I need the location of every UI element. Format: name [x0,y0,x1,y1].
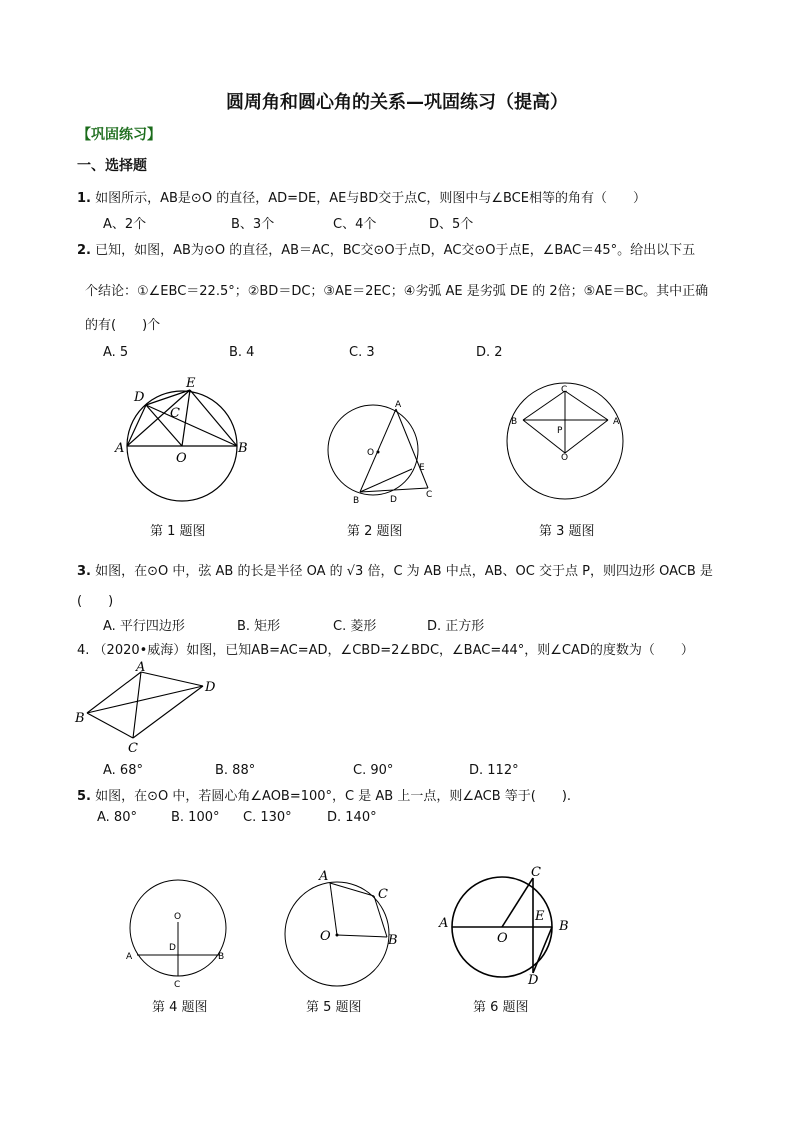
fig1-label-o: O [176,451,187,466]
question-3 [77,560,713,579]
q4-option-b: B. 88° [215,763,256,778]
fig5-label-a: A [319,869,329,884]
q1-option-d: D、5个 [429,217,474,232]
fig4-label-c: C [174,980,181,990]
question-3-line2: ( ) [77,594,114,609]
q2-option-a: A. 5 [103,345,129,360]
fig4-label-a: A [126,952,133,962]
caption-fig4: 第 4 题图 [152,1000,208,1015]
fig2-label-b: B [353,496,360,506]
q1-option-c: C、4个 [333,217,377,232]
fig3-label-o: O [561,453,569,463]
fig6-label-e: E [535,909,545,924]
q4-label-b: B [75,711,85,726]
q1-option-b: B、3个 [231,217,275,232]
fig2-label-d: D [390,495,397,505]
fig6-label-o: O [497,931,508,946]
q2-option-b: B. 4 [229,345,255,360]
caption-fig6: 第 6 题图 [473,1000,529,1015]
fig1-label-b: B [238,441,248,456]
caption-fig1: 第 1 题图 [150,524,206,539]
question-1 [77,187,646,206]
question-text: （2020•威海）如图，已知AB=AC=AD，∠CBD=2∠BDC，∠BAC=44°，则∠CAD的度数为（ ） [93,643,694,658]
q1-option-a: A、2个 [103,217,147,232]
caption-fig2: 第 2 题图 [347,524,403,539]
figure-3 [505,378,630,503]
section-heading: 一、选择题 [77,158,147,174]
fig1-label-d: D [134,390,145,405]
figure-4 [120,875,240,990]
fig4-label-d: D [169,943,176,953]
q3-option-a: A. 平行四边形 [103,619,185,634]
q4-option-a: A. 68° [103,763,143,778]
q2-option-d: D. 2 [476,345,503,360]
section-label: 【巩固练习】 [77,127,161,143]
question-text-line1: 已知，如图，AB为⊙O 的直径，AB＝AC，BC交⊙O于点D，AC交⊙O于点E，∠BAC＝45°。给出以下五 [95,243,696,258]
question-number: 5. [77,789,91,804]
question-4 [77,639,694,658]
q3-option-c: C. 菱形 [333,619,377,634]
question-text: 如图所示，AB是⊙O 的直径，AD=DE，AE与BD交于点C，则图中与∠BCE相等的角有（ ） [95,191,646,206]
figure-6 [436,862,576,990]
question-number: 4. [77,643,90,658]
q5-option-c: C. 130° [243,810,292,825]
figure-1 [110,372,270,502]
fig2-label-e: E [419,463,425,473]
fig4-label-o: O [174,912,182,922]
figure-2 [320,395,445,510]
question-2-line3: 的有( )个 [85,318,161,333]
q4-label-a: A [136,660,146,675]
q3-option-b: B. 矩形 [237,619,281,634]
fig2-label-o: O [367,448,375,458]
fig3-label-c: C [561,385,568,395]
fig5-label-c: C [378,887,388,902]
q5-option-d: D. 140° [327,810,377,825]
question-number: 1. [77,191,91,206]
q5-option-a: A. 80° [97,810,137,825]
fig6-label-b: B [559,919,569,934]
question-2-line2: 个结论：①∠EBC＝22.5°；②BD＝DC；③AE＝2EC；④劣弧 AE 是劣弧 DE 的 2倍；⑤AE＝BC。其中正确 [85,284,709,299]
fig3-label-a: A [613,417,620,427]
q4-label-d: D [205,680,216,695]
question-2 [77,239,695,258]
q3-option-d: D. 正方形 [427,619,485,634]
q5-option-b: B. 100° [171,810,220,825]
fig6-label-c: C [531,865,541,880]
caption-fig5: 第 5 题图 [306,1000,362,1015]
figure-q4-quadrilateral [72,660,222,756]
fig1-label-a: A [115,441,125,456]
question-number: 3. [77,564,91,579]
fig3-label-p: P [557,426,563,436]
fig2-label-c: C [426,490,433,500]
fig5-label-b: B [388,933,398,948]
fig1-label-c: C [170,406,180,421]
q4-option-c: C. 90° [353,763,394,778]
question-5 [77,785,571,804]
q4-label-c: C [128,741,138,756]
q4-option-d: D. 112° [469,763,519,778]
fig4-label-b: B [218,952,225,962]
fig5-label-o: O [320,929,331,944]
fig2-label-a: A [395,400,402,410]
question-text-line1: 如图，在⊙O 中，弦 AB 的长是半径 OA 的 √3 倍，C 为 AB 中点，AB、OC 交于点 P，则四边形 OACB 是 [95,564,713,579]
question-number: 2. [77,243,91,258]
fig6-label-d: D [528,973,539,988]
q2-option-c: C. 3 [349,345,375,360]
fig6-label-a: A [439,916,449,931]
page-title: 圆周角和圆心角的关系—巩固练习（提高） [226,92,568,113]
fig1-label-e: E [186,376,196,391]
figure-5 [280,862,405,990]
fig3-label-b: B [511,417,518,427]
question-text: 如图，在⊙O 中，若圆心角∠AOB=100°，C 是 AB 上一点，则∠ACB 等于( ). [95,789,572,804]
caption-fig3: 第 3 题图 [539,524,595,539]
